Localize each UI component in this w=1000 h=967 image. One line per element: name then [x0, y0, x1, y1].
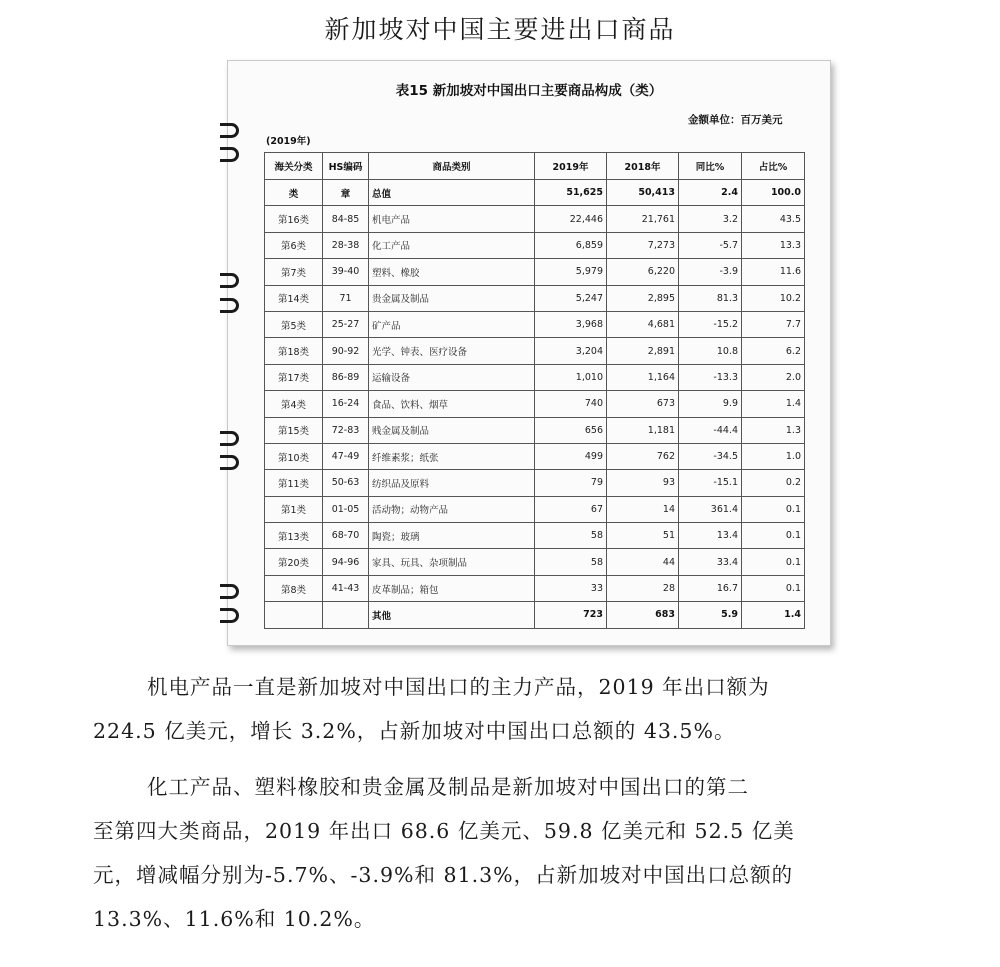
table-cell: 第11类	[265, 470, 323, 496]
table-cell: 第5类	[265, 311, 323, 337]
table-cell: 0.2	[742, 470, 805, 496]
table-title: 表15 新加坡对中国出口主要商品构成（类）	[395, 83, 663, 99]
table-cell: 1.4	[742, 391, 805, 417]
table-cell: 0.1	[742, 496, 805, 522]
table-cell: 39-40	[323, 259, 369, 285]
table-cell: 2.4	[679, 180, 742, 206]
table-cell: 0.1	[742, 549, 805, 575]
table-cell: 81.3	[679, 285, 742, 311]
table-row	[265, 523, 805, 549]
header-cell: 商品类别	[369, 153, 535, 180]
table-cell: 纺织品及原料	[369, 470, 535, 496]
binder-ring-icon	[220, 147, 239, 162]
table-cell: 58	[535, 549, 607, 575]
table-cell: 22,446	[535, 206, 607, 232]
table-cell: -15.1	[679, 470, 742, 496]
table-cell: 50-63	[323, 470, 369, 496]
table-cell: 塑料、橡胶	[369, 259, 535, 285]
unit-note: 金额单位：百万美元	[688, 114, 783, 126]
table-cell: 第4类	[265, 391, 323, 417]
table-cell: 86-89	[323, 364, 369, 390]
paragraph-line: 元，增减幅分别为-5.7%、-3.9%和 81.3%，占新加坡对中国出口总额的	[93, 863, 794, 887]
table-cell: 723	[535, 602, 607, 628]
paragraph-line: 机电产品一直是新加坡对中国出口的主力产品，2019 年出口额为	[147, 675, 770, 699]
table-cell: 33	[535, 575, 607, 601]
table-cell: 656	[535, 417, 607, 443]
table-row	[265, 311, 805, 337]
table-body	[265, 180, 805, 629]
table-cell: 499	[535, 443, 607, 469]
table-cell: 第18类	[265, 338, 323, 364]
header-cell: 2018年	[607, 153, 679, 180]
table-row	[265, 549, 805, 575]
table-cell: 16.7	[679, 575, 742, 601]
table-cell: -15.2	[679, 311, 742, 337]
table-cell: 家具、玩具、杂项制品	[369, 549, 535, 575]
table-cell: 67	[535, 496, 607, 522]
table-cell: 9.9	[679, 391, 742, 417]
table-row	[265, 285, 805, 311]
table-row	[265, 417, 805, 443]
table-cell: 2,895	[607, 285, 679, 311]
binder-ring-icon	[220, 298, 239, 313]
table-cell: 6,220	[607, 259, 679, 285]
header-cell: 同比%	[679, 153, 742, 180]
table-cell: 7.7	[742, 311, 805, 337]
table-cell: 1.3	[742, 417, 805, 443]
scanned-table-image	[227, 60, 831, 646]
table-cell: 矿产品	[369, 311, 535, 337]
table-row	[265, 496, 805, 522]
table-cell: 第10类	[265, 443, 323, 469]
table-cell: 第7类	[265, 259, 323, 285]
table-cell: 71	[323, 285, 369, 311]
table-cell: 食品、饮料、烟草	[369, 391, 535, 417]
table-cell: 运输设备	[369, 364, 535, 390]
table-cell: 10.8	[679, 338, 742, 364]
table-cell: 683	[607, 602, 679, 628]
table-cell: 14	[607, 496, 679, 522]
table-cell: 90-92	[323, 338, 369, 364]
export-table	[264, 152, 805, 629]
header-cell: 占比%	[742, 153, 805, 180]
table-cell: 第20类	[265, 549, 323, 575]
table-cell: 2.0	[742, 364, 805, 390]
binder-ring-icon	[220, 123, 239, 138]
header-cell: 2019年	[535, 153, 607, 180]
table-cell: 51	[607, 523, 679, 549]
table-cell: 5,247	[535, 285, 607, 311]
table-cell: 11.6	[742, 259, 805, 285]
table-row	[265, 443, 805, 469]
table-cell: 361.4	[679, 496, 742, 522]
table-cell: 3.2	[679, 206, 742, 232]
table-cell: -44.4	[679, 417, 742, 443]
table-cell: 皮革制品；箱包	[369, 575, 535, 601]
year-note: (2019年)	[266, 136, 311, 147]
table-cell: 740	[535, 391, 607, 417]
table-cell: 第13类	[265, 523, 323, 549]
table-cell: 16-24	[323, 391, 369, 417]
table-cell: 1.0	[742, 443, 805, 469]
table-cell: 6.2	[742, 338, 805, 364]
table-cell: 6,859	[535, 232, 607, 258]
table-cell: 第16类	[265, 206, 323, 232]
table-cell: 43.5	[742, 206, 805, 232]
table-row	[265, 338, 805, 364]
paragraph-line: 至第四大类商品，2019 年出口 68.6 亿美元、59.8 亿美元和 52.5 亿美	[93, 819, 795, 843]
table-cell: 化工产品	[369, 232, 535, 258]
table-cell: 4,681	[607, 311, 679, 337]
table-cell: 1,181	[607, 417, 679, 443]
page-title: 新加坡对中国主要进出口商品	[324, 15, 676, 44]
header-cell: HS编码	[323, 153, 369, 180]
table-cell: 94-96	[323, 549, 369, 575]
table-row	[265, 232, 805, 258]
table-cell: 50,413	[607, 180, 679, 206]
table-cell: -5.7	[679, 232, 742, 258]
table-cell: 0.1	[742, 575, 805, 601]
binder-ring-icon	[220, 608, 239, 623]
table-cell: 762	[607, 443, 679, 469]
table-cell: 章	[323, 180, 369, 206]
paragraph-2	[0, 765, 1000, 941]
table-cell: 7,273	[607, 232, 679, 258]
table-cell: 陶瓷；玻璃	[369, 523, 535, 549]
table-row	[265, 602, 805, 628]
paragraph-line: 224.5 亿美元，增长 3.2%，占新加坡对中国出口总额的 43.5%。	[93, 719, 736, 743]
table-cell: 21,761	[607, 206, 679, 232]
table-cell: 第14类	[265, 285, 323, 311]
table-cell: 33.4	[679, 549, 742, 575]
table-cell: 0.1	[742, 523, 805, 549]
table-row	[265, 575, 805, 601]
table-cell: 活动物；动物产品	[369, 496, 535, 522]
table-cell: 01-05	[323, 496, 369, 522]
paragraph-line: 13.3%、11.6%和 10.2%。	[93, 907, 376, 931]
table-cell: 79	[535, 470, 607, 496]
table-cell: 纤维素浆；纸张	[369, 443, 535, 469]
table-cell: 10.2	[742, 285, 805, 311]
table-cell: 贵金属及制品	[369, 285, 535, 311]
table-cell: 第15类	[265, 417, 323, 443]
table-cell: -13.3	[679, 364, 742, 390]
table-row	[265, 206, 805, 232]
table-cell: 光学、钟表、医疗设备	[369, 338, 535, 364]
table-row	[265, 259, 805, 285]
binder-ring-icon	[220, 584, 239, 599]
table-cell: 25-27	[323, 311, 369, 337]
table-row	[265, 391, 805, 417]
table-cell: 28-38	[323, 232, 369, 258]
table-cell: 72-83	[323, 417, 369, 443]
table-cell: 第6类	[265, 232, 323, 258]
table-cell: 47-49	[323, 443, 369, 469]
table-cell: 类	[265, 180, 323, 206]
binder-ring-icon	[220, 431, 239, 446]
table-row	[265, 180, 805, 206]
table-cell: 2,891	[607, 338, 679, 364]
table-cell: 28	[607, 575, 679, 601]
table-cell: 其他	[369, 602, 535, 628]
table-cell	[265, 602, 323, 628]
table-cell: -3.9	[679, 259, 742, 285]
header-cell: 海关分类	[265, 153, 323, 180]
table-cell: 第17类	[265, 364, 323, 390]
binder-ring-icon	[220, 455, 239, 470]
paragraph-1	[0, 665, 1000, 753]
table-cell: 机电产品	[369, 206, 535, 232]
table-cell: 5.9	[679, 602, 742, 628]
table-cell: 44	[607, 549, 679, 575]
table-cell: 100.0	[742, 180, 805, 206]
table-cell: 3,204	[535, 338, 607, 364]
table-cell: -34.5	[679, 443, 742, 469]
table-cell: 1,010	[535, 364, 607, 390]
table-cell	[323, 602, 369, 628]
table-cell: 1.4	[742, 602, 805, 628]
table-cell: 93	[607, 470, 679, 496]
table-row	[265, 364, 805, 390]
table-cell: 贱金属及制品	[369, 417, 535, 443]
table-cell: 68-70	[323, 523, 369, 549]
table-cell: 84-85	[323, 206, 369, 232]
binder-ring-icon	[220, 273, 239, 288]
table-cell: 1,164	[607, 364, 679, 390]
table-cell: 13.3	[742, 232, 805, 258]
table-cell: 51,625	[535, 180, 607, 206]
table-cell: 41-43	[323, 575, 369, 601]
paragraph-line: 化工产品、塑料橡胶和贵金属及制品是新加坡对中国出口的第二	[147, 775, 749, 799]
table-cell: 第8类	[265, 575, 323, 601]
table-cell: 5,979	[535, 259, 607, 285]
table-cell: 58	[535, 523, 607, 549]
table-header-row	[265, 153, 805, 180]
table-cell: 673	[607, 391, 679, 417]
table-cell: 13.4	[679, 523, 742, 549]
table-cell: 3,968	[535, 311, 607, 337]
table-row	[265, 470, 805, 496]
table-cell: 第1类	[265, 496, 323, 522]
table-cell: 总值	[369, 180, 535, 206]
